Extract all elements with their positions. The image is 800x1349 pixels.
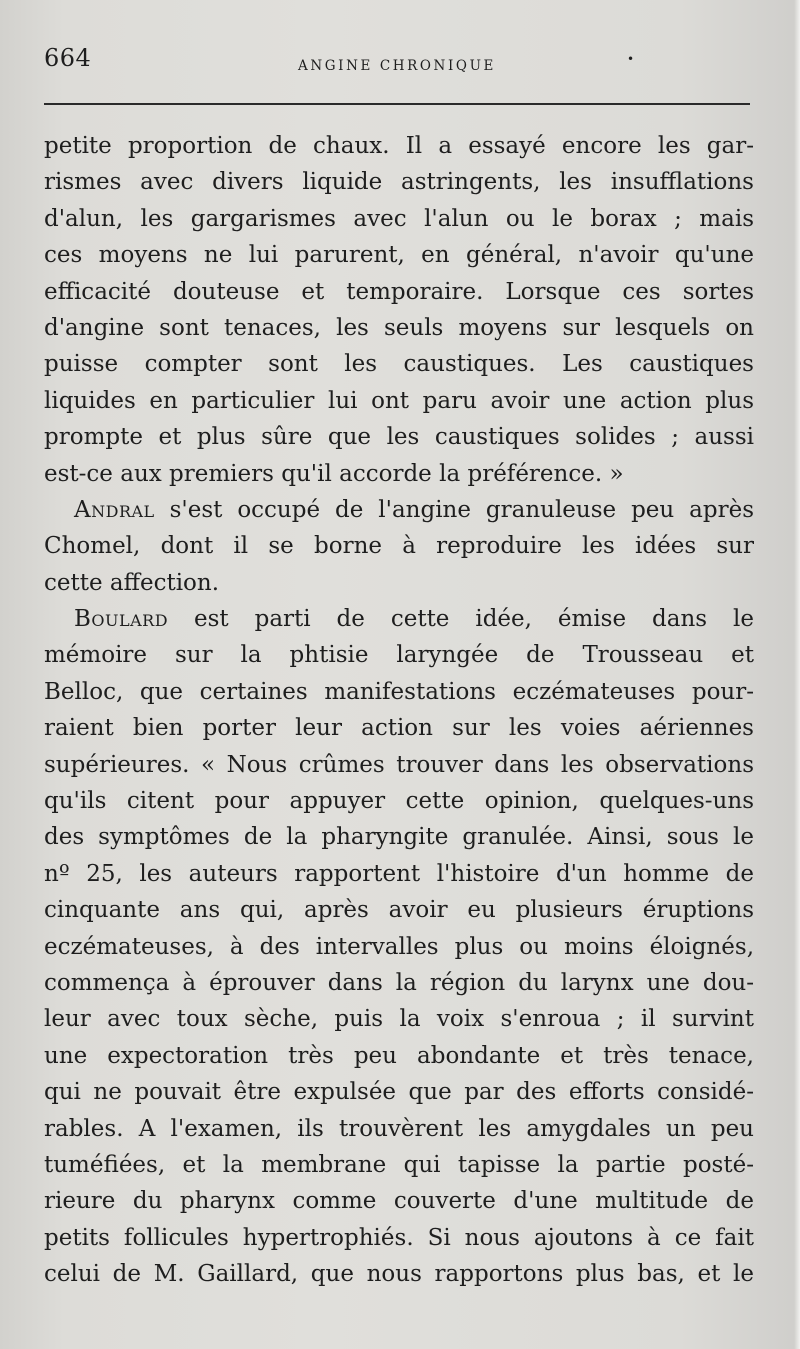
running-title: ANGINE CHRONIQUE: [297, 58, 497, 74]
text-line: leur avec toux sèche, puis la voix s'enroua ; il survint: [44, 1006, 754, 1033]
text-span: est parti de cette idée, émise dans le: [194, 606, 754, 633]
text-line: tuméfiées, et la membrane qui tapisse la partie posté-: [44, 1151, 754, 1178]
page-number: 664: [44, 44, 92, 72]
text-line: une expectoration très peu abondante et très tenace,: [44, 1042, 754, 1069]
text-line: petits follicules hypertrophiés. Si nous ajoutons à ce fait: [44, 1224, 754, 1251]
scan-edge: [794, 0, 800, 1349]
text-line: ces moyens ne lui parurent, en général, n'avoir qu'une: [44, 242, 754, 269]
header-rule: [44, 103, 750, 105]
text-line: cette affection.: [44, 569, 220, 596]
text-line: rieure du pharynx comme couverte d'une multitude de: [44, 1188, 754, 1215]
text-line: Chomel, dont il se borne à reproduire les idées sur: [44, 533, 754, 560]
text-line: petite proportion de chaux. Il a essayé encore les gar-: [44, 133, 754, 159]
text-line: qui ne pouvait être expulsée que par des efforts considé-: [44, 1079, 754, 1106]
text-span: s'est occupé de l'angine granuleuse peu après: [169, 496, 754, 523]
author-name: Boulard: [74, 606, 169, 633]
text-line: commença à éprouver dans la région du larynx une dou-: [44, 969, 754, 996]
text-line: d'angine sont tenaces, les seuls moyens sur lesquels on: [44, 314, 754, 341]
text-line: cinquante ans qui, après avoir eu plusieurs éruptions: [44, 897, 754, 924]
text-line: efficacité douteuse et temporaire. Lorsque ces sortes: [44, 278, 754, 305]
text-line: rismes avec divers liquide astringents, les insufflations: [44, 169, 754, 196]
text-line: des symptômes de la pharyngite granulée. Ainsi, sous le: [44, 824, 754, 851]
paragraph-andral-first-line: [44, 492, 754, 528]
page-body: [44, 128, 754, 1293]
text-line: mémoire sur la phtisie laryngée de Trousseau et: [44, 642, 754, 669]
text-line: puisse compter sont les caustiques. Les caustiques: [44, 351, 754, 378]
text-line: rables. A l'examen, ils trouvèrent les amygdales un peu: [44, 1115, 754, 1142]
paragraph-boulard-first-line: [44, 601, 754, 637]
text-line: qu'ils citent pour appuyer cette opinion, quelques-uns: [44, 788, 754, 815]
text-line: est-ce aux premiers qu'il accorde la préférence. »: [44, 460, 624, 487]
text-line: Belloc, que certaines manifestations eczémateuses pour-: [44, 678, 754, 705]
header-mark: •: [627, 52, 635, 66]
text-line: celui de M. Gaillard, que nous rapportons plus bas, et le: [44, 1261, 754, 1288]
text-line: prompte et plus sûre que les caustiques solides ; aussi: [44, 424, 754, 451]
author-name: Andral: [74, 496, 155, 523]
page-header: [44, 44, 750, 84]
text-line: d'alun, les gargarismes avec l'alun ou le borax ; mais: [44, 205, 754, 232]
text-line: liquides en particulier lui ont paru avoir une action plus: [44, 387, 754, 414]
text-line: raient bien porter leur action sur les voies aériennes: [44, 715, 754, 742]
text-line: eczémateuses, à des intervalles plus ou moins éloignés,: [44, 933, 754, 960]
text-line: supérieures. « Nous crûmes trouver dans les observations: [44, 751, 754, 778]
text-line: nº 25, les auteurs rapportent l'histoire d'un homme de: [44, 860, 754, 887]
